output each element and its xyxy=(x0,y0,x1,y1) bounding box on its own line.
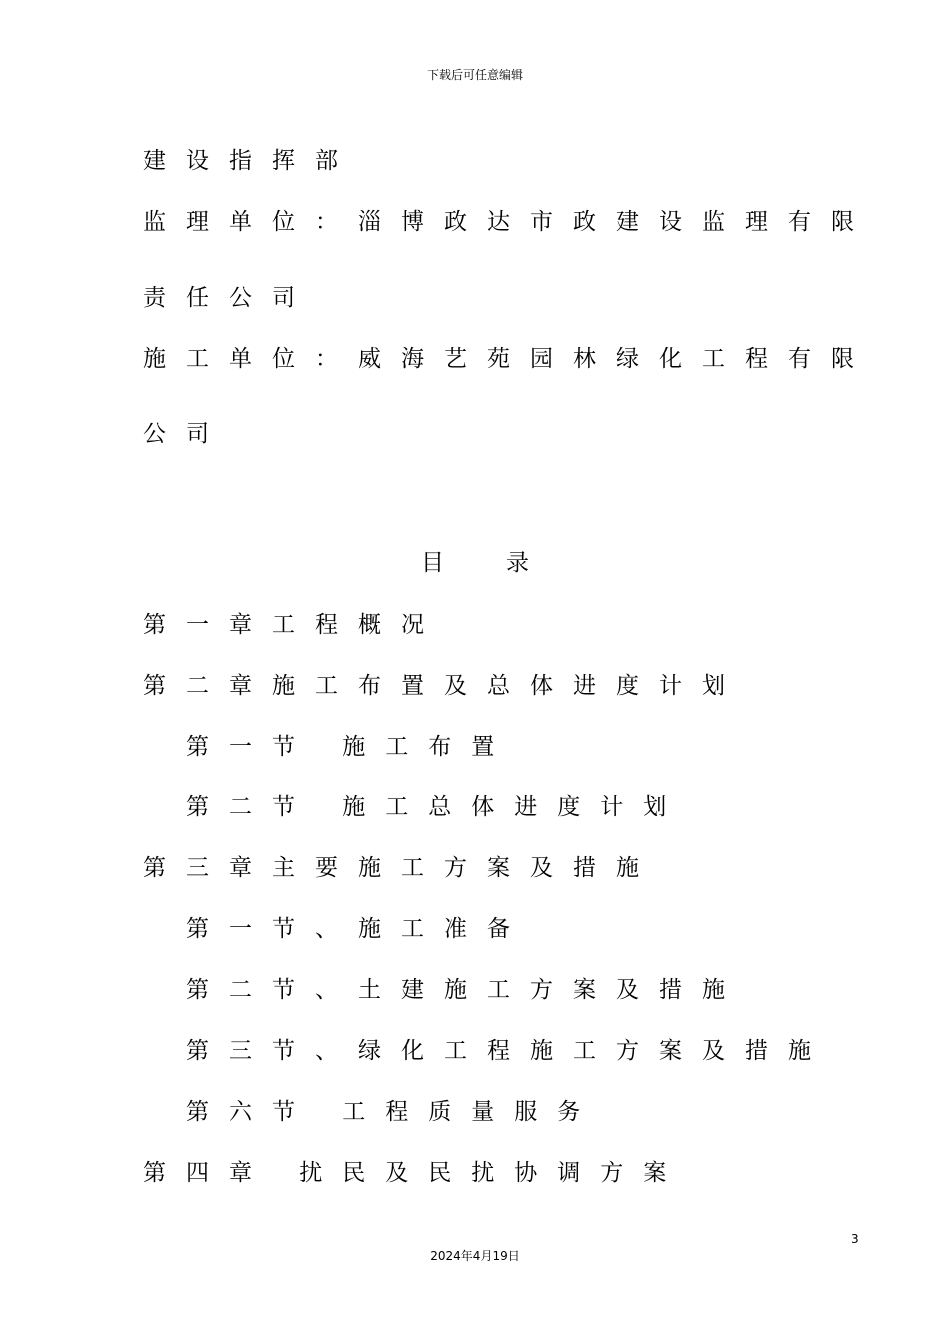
toc-title-left: 目 xyxy=(421,550,444,576)
toc-item-10: 第四章 扰民及民扰协调方案 xyxy=(143,1160,687,1186)
info-line-3: 责任公司 xyxy=(143,285,315,311)
footer-date: 2024年4月19日 xyxy=(430,1249,520,1263)
info-line-4: 施工单位：威海艺苑园林绿化工程有限 xyxy=(143,346,874,372)
toc-item-5: 第三章主要施工方案及措施 xyxy=(143,855,659,881)
toc-item-3: 第一节 施工布置 xyxy=(186,734,515,760)
page-number: 3 xyxy=(851,1232,859,1246)
toc-title-right: 录 xyxy=(506,550,529,576)
toc-item-7: 第二节、土建施工方案及措施 xyxy=(186,977,745,1003)
toc-item-6: 第一节、施工准备 xyxy=(186,916,530,942)
toc-item-9: 第六节 工程质量服务 xyxy=(186,1099,601,1125)
info-line-2: 监理单位：淄博政达市政建设监理有限 xyxy=(143,209,874,235)
toc-item-8: 第三节、绿化工程施工方案及措施 xyxy=(186,1038,831,1064)
page-header: 下载后可任意编辑 xyxy=(426,68,523,82)
toc-item-2: 第二章施工布置及总体进度计划 xyxy=(143,673,745,699)
toc-item-1: 第一章工程概况 xyxy=(143,612,444,638)
toc-title xyxy=(0,548,950,578)
toc-item-4: 第二节 施工总体进度计划 xyxy=(186,794,687,820)
info-line-5: 公司 xyxy=(143,421,229,447)
info-line-1: 建设指挥部 xyxy=(143,148,358,174)
